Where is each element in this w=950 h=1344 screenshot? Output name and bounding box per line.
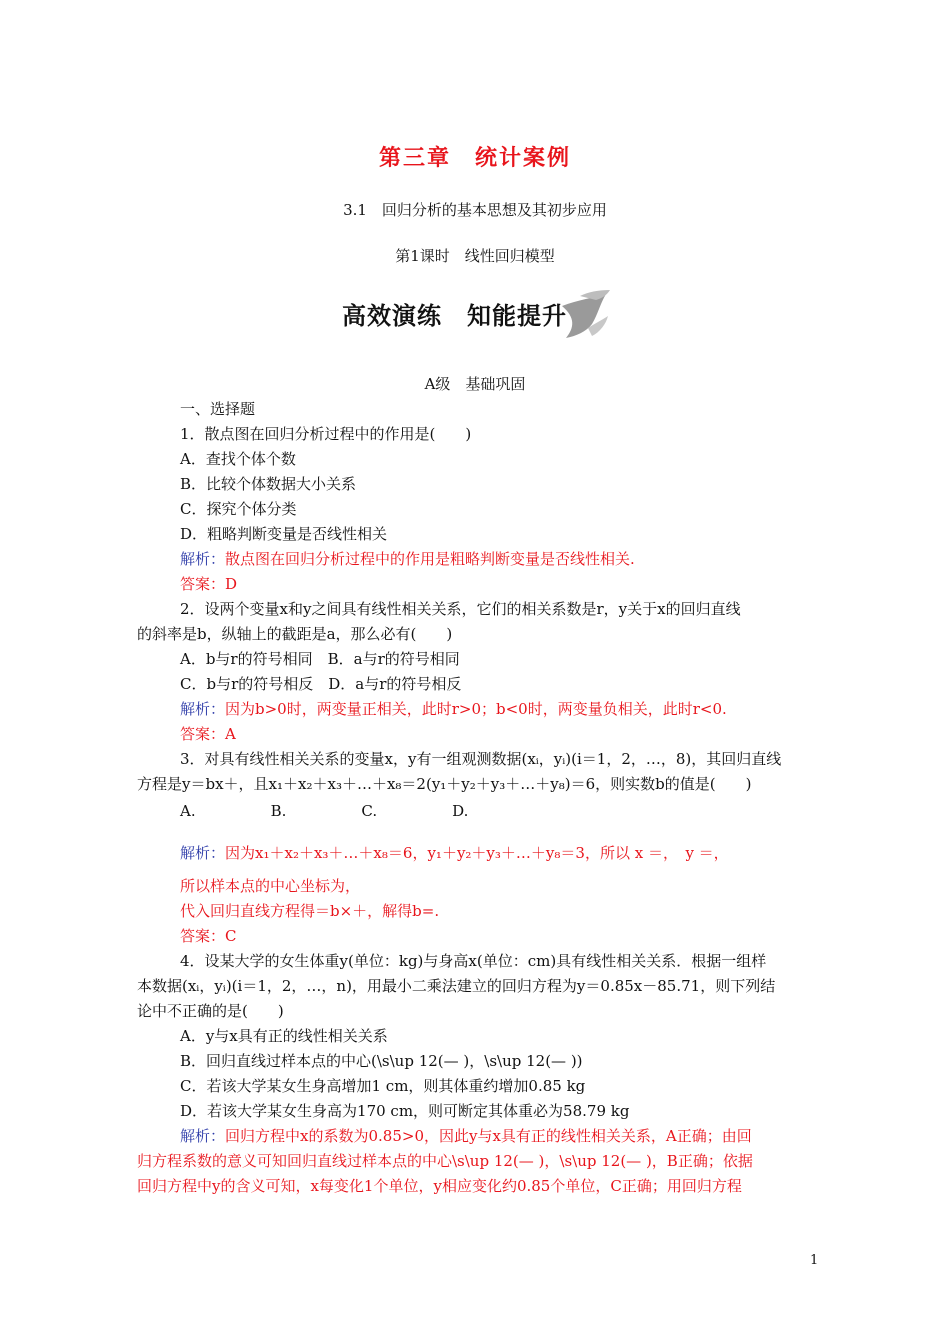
text-line: 归方程系数的意义可知回归直线过样本点的中心\s\up 12(— )，\s\up 12(— )，B正确；依据 — [137, 1152, 753, 1170]
line-body: 散点图在回归分析过程中的作用是粗略判断变量是否线性相关. — [225, 550, 635, 568]
chapter-title: 第三章 统计案例 — [378, 145, 571, 171]
text-line: 的斜率是b，纵轴上的截距是a，那么必有( ) — [137, 625, 453, 643]
text-line: 1．散点图在回归分析过程中的作用是( ) — [180, 425, 472, 443]
text-line: 3．对具有线性相关关系的变量x，y有一组观测数据(xᵢ，yᵢ)(i＝1，2，…，8)，其回归直线 — [180, 750, 782, 768]
line-body: A — [225, 725, 236, 743]
text-line: C．探究个体分类 — [180, 500, 297, 518]
text-line — [180, 843, 729, 863]
text-line: 代入回归直线方程得＝b×＋，解得b=. — [180, 902, 440, 920]
text-line — [180, 549, 635, 569]
text-line — [180, 724, 236, 744]
text-line: 回归方程中y的含义可知，x每变化1个单位，y相应变化约0.85个单位，C正确；用回归方程 — [137, 1177, 742, 1195]
text-line: A. B. C. D. — [180, 802, 469, 820]
text-line: B．回归直线过样本点的中心(\s\up 12(— )，\s\up 12(— )) — [180, 1052, 583, 1070]
text-line: 所以样本点的中心坐标为， — [180, 877, 361, 895]
line-body: D — [225, 575, 238, 593]
text-line — [180, 926, 237, 946]
answer-label: 答案： — [180, 725, 226, 743]
text-line: 本数据(xᵢ，yᵢ)(i＝1，2，…，n)，用最小二乘法建立的回归方程为y＝0.85x－85.71，则下列结 — [137, 977, 776, 995]
text-line: D．粗略判断变量是否线性相关 — [180, 525, 388, 543]
page-number: 1 — [810, 1253, 819, 1268]
answer-label: 答案： — [180, 927, 226, 945]
text-line — [180, 1126, 752, 1146]
level-heading: A级 基础巩固 — [424, 375, 526, 393]
answer-label: 解析： — [180, 1127, 226, 1145]
line-body: 因为x₁＋x₂＋x₃＋…＋x₈＝6，y₁＋y₂＋y₃＋…＋y₈＝3，所以 x ＝， y ＝， — [225, 844, 729, 862]
line-body: C — [225, 927, 237, 945]
answer-label: 解析： — [180, 550, 226, 568]
answer-label: 答案： — [180, 575, 226, 593]
text-line: B．比较个体数据大小关系 — [180, 475, 357, 493]
text-line: 4．设某大学的女生体重y(单位：kg)与身高x(单位：cm)具有线性相关关系．根据一组样 — [180, 952, 767, 970]
text-line — [180, 699, 727, 719]
text-line: 2．设两个变量x和y之间具有线性相关关系，它们的相关系数是r，y关于x的回归直线 — [180, 600, 741, 618]
line-body: 回归方程中x的系数为0.85>0，因此y与x具有正的线性相关关系，A正确；由回 — [225, 1127, 752, 1145]
text-line: A．b与r的符号相同 B．a与r的符号相同 — [180, 650, 460, 668]
line-body: 因为b>0时，两变量正相关，此时r>0；b<0时，两变量负相关，此时r<0. — [225, 700, 727, 718]
answer-label: 解析： — [180, 700, 226, 718]
text-line: C．若该大学某女生身高增加1 cm，则其体重约增加0.85 kg — [180, 1077, 586, 1095]
banner-text: 高效演练 知能提升 — [342, 302, 567, 330]
text-line — [180, 574, 237, 594]
text-line: A．查找个体个数 — [180, 450, 296, 468]
text-line: C．b与r的符号相反 D．a与r的符号相反 — [180, 675, 462, 693]
answer-label: 解析： — [180, 844, 226, 862]
text-line: A．y与x具有正的线性相关关系 — [180, 1027, 388, 1045]
text-line: 一、选择题 — [180, 400, 256, 418]
text-line: D．若该大学某女生身高为170 cm，则可断定其体重必为58.79 kg — [180, 1102, 630, 1120]
text-line: 论中不正确的是( ) — [137, 1002, 284, 1020]
section-banner — [330, 290, 616, 342]
lesson-title: 第1课时 线性回归模型 — [395, 247, 555, 265]
section-title: 3.1 回归分析的基本思想及其初步应用 — [343, 201, 607, 219]
text-line: 方程是y＝bx＋，且x₁＋x₂＋x₃＋…＋x₈＝2(y₁＋y₂＋y₃＋…＋y₈)＝6，则实数b的值是( ) — [137, 775, 752, 793]
